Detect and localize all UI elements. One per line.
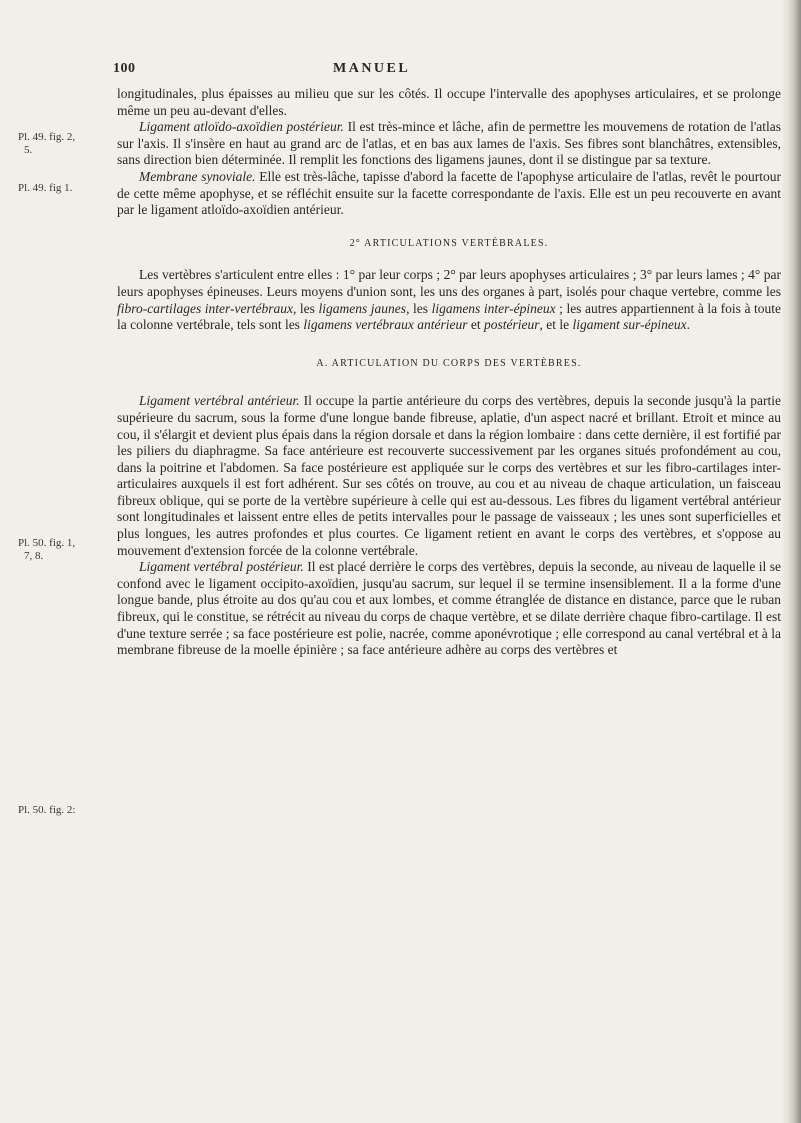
paragraph-text: Il est placé derrière le corps des vertèbres, depuis la seconde, au niveau de laquelle il se confond avec le ligament occipito-axoïdien, jusqu'au sacrum, sur lequel il se termine insensiblement. Il a la forme d'une longue bande, plus étroite au dos qu'au cou et aux lombes, et comme étranglée de distance en distance, parce que le ruban fibreux, qui le constitue, se rétrécit au niveau du corps de chaque vertèbre, et se dilate derrière chaque fibro-cartilage. Il est d'une texture serrée ; sa face postérieure est polie, nacrée, comme aponévrotique ; elle correspond au canal vertébral et à la membrane fibreuse de la moelle épinière ; sa face antérieure adhère au corps des vertèbres et	[117, 559, 781, 658]
running-title: MANUEL	[333, 61, 411, 76]
term-ligamens-inter-epineux: ligamens inter-épineux	[431, 300, 556, 316]
text-run: Les vertèbres s'articulent entre elles : 1° par leur corps ; 2° par leurs apophyses articulaires ; 3° par leurs lames ; 4° par leurs apophyses épineuses. Leurs moyens d'union sont, les uns des organes à part, isolés pour chaque vertebre, comme les	[117, 267, 781, 299]
term-membrane-synoviale: Membrane synoviale.	[139, 168, 256, 184]
paragraph-text: Il est très-mince et lâche, afin de permettre les mouvemens de rotation de l'atlas sur l'axis. Il s'insère en haut au grand arc de l'atlas, et en bas aux lames de l'axis. Ses fibres sont blanchâtres, extensibles, sans direction bien déterminée. Il remplit les fonctions des ligamens jaunes, dont il se distingue par sa texture.	[117, 119, 781, 168]
section-heading-articulation-corps: A. ARTICULATION DU CORPS DES VERTÈBRES.	[316, 357, 582, 369]
margin-note-label: Pl. 50. fig. 2:	[18, 804, 76, 816]
margin-note-sub: 7, 8.	[24, 550, 44, 562]
paragraph-membrane-synoviale	[117, 169, 781, 219]
margin-notes	[0, 0, 117, 1123]
term-posterieur: postérieur	[484, 317, 540, 333]
page-header	[113, 61, 783, 83]
margin-note-label: Pl. 50. fig. 1,	[18, 537, 76, 549]
term-ligament-vertebral-anterieur: Ligament vertébral antérieur.	[139, 393, 300, 409]
paragraph-articulations-intro	[117, 267, 781, 333]
margin-note-3	[18, 537, 75, 563]
paragraph-ligament-atloido-axoidien	[117, 119, 781, 169]
page-number: 100	[113, 61, 136, 76]
term-fibro-cartilages: fibro-cartilages inter-vertébraux	[117, 300, 293, 316]
text-run: .	[686, 317, 690, 333]
text-run: , et le	[539, 317, 573, 333]
term-ligament-atloido-axoidien: Ligament atloïdo-axoïdien postérieur.	[139, 119, 344, 135]
term-ligament-sur-epineux: ligament sur-épineux	[572, 317, 687, 333]
margin-note-label: Pl. 49. fig. 2,	[18, 131, 76, 143]
paragraph-text: Elle est très-lâche, tapisse d'abord la facette de l'apophyse articulaire de l'atlas, revêt le pourtour de cette même apophyse, et se réfléchit ensuite sur la facette correspondante de l'axis. Elle est un peu recouverte en avant par le ligament atloïdo-axoïdien antérieur.	[117, 168, 781, 218]
margin-note-sub: 5.	[24, 144, 33, 156]
paragraph-text: Il occupe la partie antérieure du corps des vertèbres, depuis la seconde jusqu'à la partie supérieure du sacrum, sous la forme d'une longue bande fibreuse, aplatie, d'un aspect nacré et brillant. Etroit et mince au cou, il s'élargit et devient plus épais dans la région dorsale et dans la région lombaire : dans cette dernière, il est fortifié par les piliers du diaphragme. Sa face antérieure est recouverte successivement par les organes situés profondément au cou, dans la poitrine et l'abdomen. Sa face postérieure est appliquée sur le corps des vertèbres et sur les fibro-cartilages inter-articulaires auxquels il est fort adhérent. Sur ses côtés on trouve, au cou et au niveau de chaque articulation, un faisceau fibreux oblique, qui se porte de la vertèbre supérieure à celle qui est au-dessous. Les fibres du ligament vertébral antérieur sont longitudinales et laissent entre elles de petits intervalles pour le passage de vaisseaux ; les unes sont superficielles et plus longues, les autres profondes et plus courtes. Ce ligament retient en avant le corps des vertèbres, et s'oppose au mouvement d'extension forcée de la colonne vertébrale.	[117, 393, 781, 558]
term-ligamens-jaunes: ligamens jaunes	[318, 300, 407, 316]
term-ligament-vertebral-posterieur: Ligament vertébral postérieur.	[139, 559, 304, 575]
term-ligamens-vertebraux: ligamens vertébraux antérieur	[303, 317, 468, 333]
margin-note-1	[18, 131, 75, 157]
text-run: ; les autres appartiennent à la fois à toute la colonne vertébrale, tels sont les	[117, 300, 782, 333]
body-text	[117, 86, 781, 659]
text-run: , les	[406, 300, 432, 316]
section-heading-articulations-vertebrales: 2° ARTICULATIONS VERTÉBRALES.	[349, 237, 549, 249]
paragraph-ligament-vertebral-anterieur	[117, 393, 781, 559]
text-run: et	[467, 317, 485, 333]
margin-note-4	[18, 804, 75, 817]
text-run: , les	[293, 300, 319, 316]
page-edge	[787, 0, 801, 1123]
paragraph-continuation: longitudinales, plus épaisses au milieu que sur les côtés. Il occupe l'intervalle des apophyses articulaires, et se prolonge même un peu au-devant d'elles.	[117, 86, 781, 118]
margin-note-label: Pl. 49. fig 1.	[18, 182, 73, 194]
paragraph-ligament-vertebral-posterieur	[117, 559, 781, 659]
margin-note-2	[18, 182, 72, 195]
